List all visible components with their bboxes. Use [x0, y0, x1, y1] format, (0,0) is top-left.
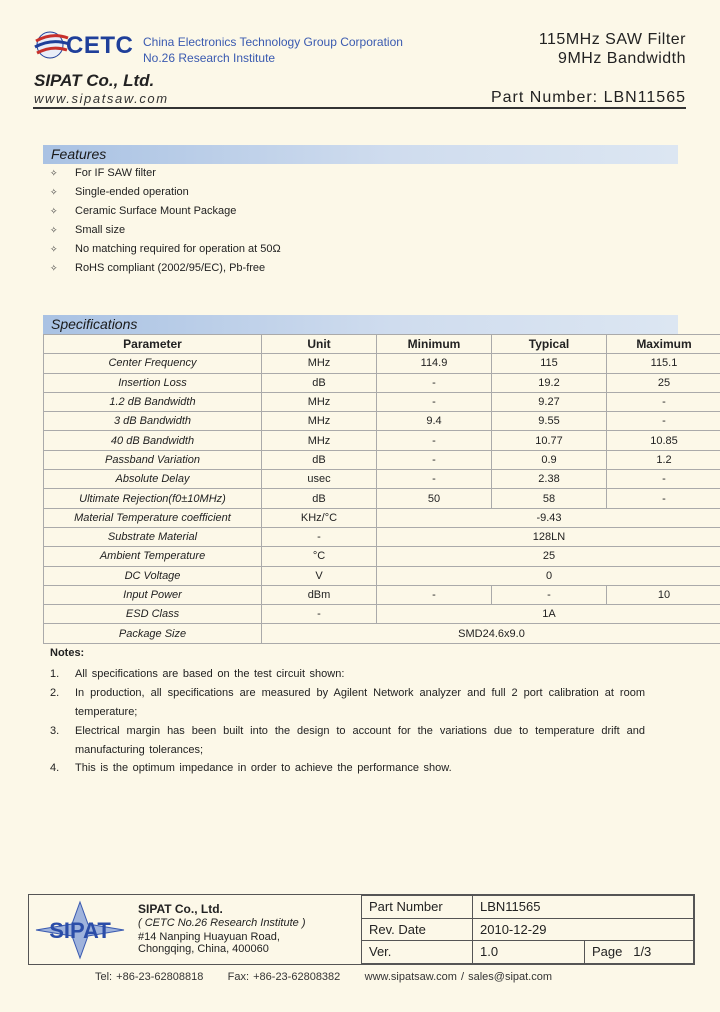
part-number-header: Part Number: LBN11565 [490, 89, 686, 106]
param-cell: DC Voltage [44, 566, 262, 585]
contact-line: Tel: +86-23-62808818 Fax: +86-23-62808382 www.sipatsaw.com / sales@sipat.com [95, 971, 553, 983]
value-cell: 115.1 [607, 354, 720, 373]
notes-title: Notes: [50, 647, 85, 659]
value-cell: 114.9 [377, 354, 492, 373]
info-row-part-number [362, 896, 694, 919]
table-row [44, 354, 720, 373]
part-number-value: LBN11565 [473, 896, 694, 919]
value-cell: 1.2 [607, 450, 720, 469]
param-cell: Input Power [44, 585, 262, 604]
table-row [44, 489, 720, 508]
value-cell: MHz [262, 431, 377, 450]
column-header: Unit [262, 335, 377, 354]
value-cell: - [607, 489, 720, 508]
value-cell: - [607, 470, 720, 489]
feature-item [50, 186, 189, 198]
param-cell: 3 dB Bandwidth [44, 412, 262, 431]
table-row [44, 527, 720, 546]
value-cell: KHz/°C [262, 508, 377, 527]
table-row [44, 450, 720, 469]
product-title-line2: 9MHz Bandwidth [558, 50, 686, 67]
value-cell: 115 [492, 354, 607, 373]
value-cell: - [607, 412, 720, 431]
sipat-star-icon [34, 900, 126, 960]
value-cell: 9.27 [492, 392, 607, 411]
param-cell: Package Size [44, 624, 262, 643]
rev-date-label: Rev. Date [362, 918, 473, 941]
value-cell: 58 [492, 489, 607, 508]
table-row [44, 431, 720, 450]
value-cell: - [377, 373, 492, 392]
part-number-label: Part Number [362, 896, 473, 919]
value-cell: 1A [377, 605, 720, 624]
product-title-line1: 115MHz SAW Filter [538, 31, 686, 48]
value-cell: 25 [377, 547, 720, 566]
column-header: Parameter [44, 335, 262, 354]
page-value: 1/3 [633, 944, 652, 960]
value-cell: 9.4 [377, 412, 492, 431]
feature-item [50, 224, 125, 236]
table-row [44, 566, 720, 585]
bullet-icon: ✧ [50, 206, 58, 216]
note-number: 2. [50, 687, 60, 699]
param-cell: Absolute Delay [44, 470, 262, 489]
value-cell: - [377, 470, 492, 489]
value-cell: - [377, 431, 492, 450]
table-row [44, 470, 720, 489]
specifications-section-bar [43, 315, 678, 334]
value-cell: - [262, 527, 377, 546]
value-cell: - [492, 585, 607, 604]
param-cell: Substrate Material [44, 527, 262, 546]
table-row [44, 585, 720, 604]
org-name-line1: China Electronics Technology Group Corporation [143, 35, 403, 49]
company-name: SIPAT Co., Ltd. [34, 71, 155, 90]
value-cell: 9.55 [492, 412, 607, 431]
specifications-title: Specifications [51, 316, 138, 332]
document-info-table [361, 895, 694, 964]
value-cell: 19.2 [492, 373, 607, 392]
value-cell: usec [262, 470, 377, 489]
feature-text: For IF SAW filter [75, 167, 156, 179]
value-cell: °C [262, 547, 377, 566]
features-title: Features [51, 146, 107, 162]
note-text: Electrical margin has been built into the design to account for the variations due to temperature drift and manufacturing tolerances; [75, 725, 645, 756]
param-cell: 1.2 dB Bandwidth [44, 392, 262, 411]
note-number: 3. [50, 725, 60, 737]
note-number: 1. [50, 668, 60, 680]
value-cell: 10.77 [492, 431, 607, 450]
value-cell: dB [262, 450, 377, 469]
value-cell: - [377, 450, 492, 469]
org-name-line2: No.26 Research Institute [143, 51, 276, 65]
column-header: Typical [492, 335, 607, 354]
value-cell: MHz [262, 412, 377, 431]
note-number: 4. [50, 762, 60, 774]
table-row [44, 392, 720, 411]
value-cell: 2.38 [492, 470, 607, 489]
note-text: In production, all specifications are measured by Agilent Network analyzer and full 2 port calibration at room temperature; [75, 687, 645, 718]
column-header: Minimum [377, 335, 492, 354]
info-row-rev-date [362, 918, 694, 941]
header-divider [33, 107, 686, 109]
table-header-row [44, 335, 720, 354]
column-header: Maximum [607, 335, 720, 354]
feature-item [50, 243, 281, 255]
value-cell: dB [262, 373, 377, 392]
bullet-icon: ✧ [50, 263, 58, 273]
param-cell: Insertion Loss [44, 373, 262, 392]
value-cell: MHz [262, 392, 377, 411]
footer-address-line2: Chongqing, China, 400060 [138, 943, 269, 955]
value-cell: SMD24.6x9.0 [262, 624, 720, 643]
feature-item [50, 167, 156, 179]
value-cell: MHz [262, 354, 377, 373]
value-cell: 0.9 [492, 450, 607, 469]
table-row [44, 547, 720, 566]
value-cell: 128LN [377, 527, 720, 546]
feature-text: Small size [75, 224, 126, 236]
value-cell: 10 [607, 585, 720, 604]
table-row [44, 605, 720, 624]
table-row [44, 508, 720, 527]
value-cell: - [377, 585, 492, 604]
note-text: This is the optimum impedance in order to achieve the performance show. [75, 762, 452, 774]
rev-date-value: 2010-12-29 [473, 918, 694, 941]
value-cell: - [377, 392, 492, 411]
features-section-bar [43, 145, 678, 164]
specifications-table [43, 334, 720, 644]
feature-text: Single-ended operation [75, 186, 189, 198]
value-cell: 10.85 [607, 431, 720, 450]
footer-company-subtitle: ( CETC No.26 Research Institute ) [138, 917, 306, 929]
bullet-icon: ✧ [50, 244, 58, 254]
page-indicator [585, 941, 694, 964]
feature-item [50, 262, 265, 274]
value-cell: 0 [377, 566, 720, 585]
table-row [44, 412, 720, 431]
website-link[interactable]: www.sipatsaw.com [34, 91, 169, 106]
value-cell: dBm [262, 585, 377, 604]
feature-item [50, 205, 236, 217]
page-label: Page [592, 944, 623, 960]
footer-address-line1: #14 Nanping Huayuan Road, [138, 931, 280, 943]
value-cell: 50 [377, 489, 492, 508]
sipat-logo [34, 900, 126, 960]
value-cell: 25 [607, 373, 720, 392]
footer-company-name: SIPAT Co., Ltd. [138, 902, 223, 916]
table-row [44, 373, 720, 392]
bullet-icon: ✧ [50, 225, 58, 235]
param-cell: 40 dB Bandwidth [44, 431, 262, 450]
bullet-icon: ✧ [50, 187, 58, 197]
param-cell: Ambient Temperature [44, 547, 262, 566]
param-cell: Center Frequency [44, 354, 262, 373]
info-row-version [362, 941, 694, 964]
cetc-globe-icon [34, 28, 70, 62]
feature-text: No matching required for operation at 50Ω [75, 243, 281, 255]
value-cell: dB [262, 489, 377, 508]
value-cell: - [262, 605, 377, 624]
svg-text:SIPAT: SIPAT [49, 918, 111, 943]
table-row [44, 624, 720, 643]
bullet-icon: ✧ [50, 168, 58, 178]
value-cell: V [262, 566, 377, 585]
cetc-logo-text: CETC [66, 32, 134, 59]
feature-text: Ceramic Surface Mount Package [75, 205, 237, 217]
version-label: Ver. [362, 941, 473, 964]
version-value: 1.0 [473, 941, 585, 964]
note-text: All specifications are based on the test circuit shown: [75, 668, 345, 680]
value-cell: -9.43 [377, 508, 720, 527]
value-cell: - [607, 392, 720, 411]
feature-text: RoHS compliant (2002/95/EC), Pb-free [75, 262, 266, 274]
param-cell: Ultimate Rejection(f0±10MHz) [44, 489, 262, 508]
param-cell: ESD Class [44, 605, 262, 624]
param-cell: Material Temperature coefficient [44, 508, 262, 527]
param-cell: Passband Variation [44, 450, 262, 469]
